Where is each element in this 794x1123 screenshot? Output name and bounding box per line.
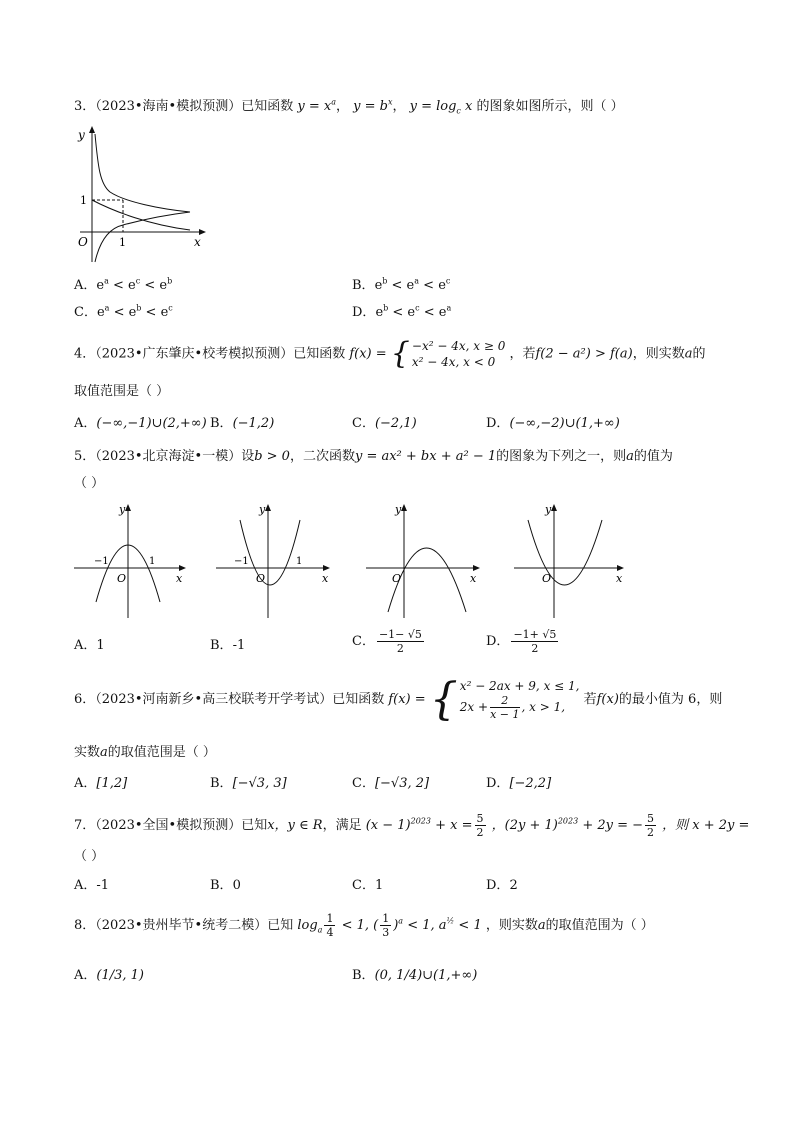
q6-option-c[interactable]: C．[−√3, 2] <box>352 776 430 791</box>
svg-text:−1: −1 <box>94 556 109 567</box>
q6-option-a[interactable]: A．[1,2] <box>74 776 128 791</box>
question-7-line2: （ ） <box>74 849 105 864</box>
svg-text:O: O <box>542 572 552 585</box>
q7-option-a[interactable]: A．-1 <box>74 878 110 893</box>
q6-option-d[interactable]: D．[−2,2] <box>486 776 552 791</box>
question-4-line2: 取值范围是（ ） <box>74 384 170 399</box>
q5-graph-3 <box>366 503 480 618</box>
y-one-label: 1 <box>80 194 87 207</box>
svg-text:O: O <box>256 572 266 585</box>
q5-option-b[interactable]: B．-1 <box>210 638 246 653</box>
svg-text:O: O <box>117 572 127 585</box>
q8-option-a[interactable]: A．(1/3, 1) <box>74 968 144 983</box>
svg-text:y: y <box>395 503 402 516</box>
q5-graph-1 <box>74 503 186 618</box>
svg-text:O: O <box>392 572 402 585</box>
question-4-stem: 4．（2023•广东肇庆•校考模拟预测）已知函数 f(x) = { −x² − 4x, x ≥ 0 x² − 4x, x < 0 ，若f(2 − a²) > f(a)，则实数a的 <box>74 336 706 371</box>
q4-option-a[interactable]: A．(−∞,−1)∪(2,+∞) <box>74 416 207 431</box>
q5-graph-2 <box>216 503 330 618</box>
svg-text:1: 1 <box>296 556 303 567</box>
svg-text:x: x <box>616 572 623 585</box>
question-5-stem: 5．（2023•北京海淀•一模）设b > 0，二次函数y = ax² + bx + a² − 1的图象为下列之一，则a的值为 <box>74 449 673 464</box>
q5-option-a[interactable]: A．1 <box>74 638 105 653</box>
svg-text:x: x <box>322 572 329 585</box>
q7-option-d[interactable]: D．2 <box>486 878 518 893</box>
q3-option-a[interactable]: A．$e^a < e^c < e^b$ <box>74 276 173 293</box>
origin-label: O <box>78 235 88 249</box>
question-5-line2: （ ） <box>74 476 105 491</box>
question-8-stem: 8．（2023•贵州毕节•统考二模）已知 $\log_a$ $\frac{1}{4}$ < 1, ( $\frac{1}{3}$ )$^a$ < 1, $a^{\frac{1}{2}} < 1$ ，则实数a的取值范围为（ ） <box>74 912 654 939</box>
q5-graphs <box>70 500 630 620</box>
svg-text:1: 1 <box>149 556 156 567</box>
q7-option-b[interactable]: B．0 <box>210 878 241 893</box>
q3-option-d[interactable]: D．$e^b < e^c < e^a$ <box>352 303 452 320</box>
x-axis-label: x <box>194 235 201 249</box>
question-3-graph <box>70 122 210 267</box>
q8-option-b[interactable]: B．(0, 1/4)∪(1,+∞) <box>352 968 478 983</box>
question-6-stem: 6．（2023•河南新乡•高三校联考开学考试）已知函数 f(x) = { x² − 2ax + 9, x ≤ 1, 2x + $\frac{2}{x - 1}$ , x > 1, 若f(x)的最小值为 6，则 <box>74 673 723 725</box>
piecewise-brace: { −x² − 4x, x ≥ 0 x² − 4x, x < 0 <box>390 336 506 371</box>
svg-text:x: x <box>176 572 183 585</box>
question-7-stem: 7．（2023•全国•模拟预测）已知x，y ∈ R，满足 $(x - 1)^{2023} + x$ = $\frac{5}{2}$ ，$(2y + 1)^{2023} + 2y$ = − $\frac{5}{2}$ ，则 x + 2y = <box>74 812 750 839</box>
svg-text:y: y <box>545 503 552 516</box>
q5-option-c[interactable]: C． $\frac{-1- √5}{2}$ <box>352 628 422 655</box>
q4-option-c[interactable]: C．(−2,1) <box>352 416 417 431</box>
svg-text:y: y <box>259 503 266 516</box>
x-one-label: 1 <box>119 236 126 249</box>
q4-option-d[interactable]: D．(−∞,−2)∪(1,+∞) <box>486 416 620 431</box>
q3-option-c[interactable]: C．$e^a < e^b < e^c$ <box>74 303 173 320</box>
question-3-stem: 3．（2023•海南•模拟预测）已知函数 $y = x^a$， $y = b^x$， $y = \log_c x$ 的图象如图所示，则（ ） <box>74 97 624 116</box>
q5-option-d[interactable]: D． $\frac{-1+ √5}{2}$ <box>486 628 557 655</box>
q5-graph-4 <box>514 503 624 618</box>
svg-text:x: x <box>470 572 477 585</box>
question-6-line2: 实数a的取值范围是（ ） <box>74 745 216 760</box>
q4-option-b[interactable]: B．(−1,2) <box>210 416 275 431</box>
q7-option-c[interactable]: C．1 <box>352 878 384 893</box>
svg-text:y: y <box>119 503 126 516</box>
q6-option-b[interactable]: B．[−√3, 3] <box>210 776 287 791</box>
piecewise-brace-6: { x² − 2ax + 9, x ≤ 1, 2x + $\frac{2}{x - 1}$ , x > 1, <box>429 673 580 725</box>
y-axis-label: y <box>78 128 85 142</box>
q3-option-b[interactable]: B．$e^b < e^a < e^c$ <box>352 276 451 293</box>
svg-text:−1: −1 <box>234 556 249 567</box>
